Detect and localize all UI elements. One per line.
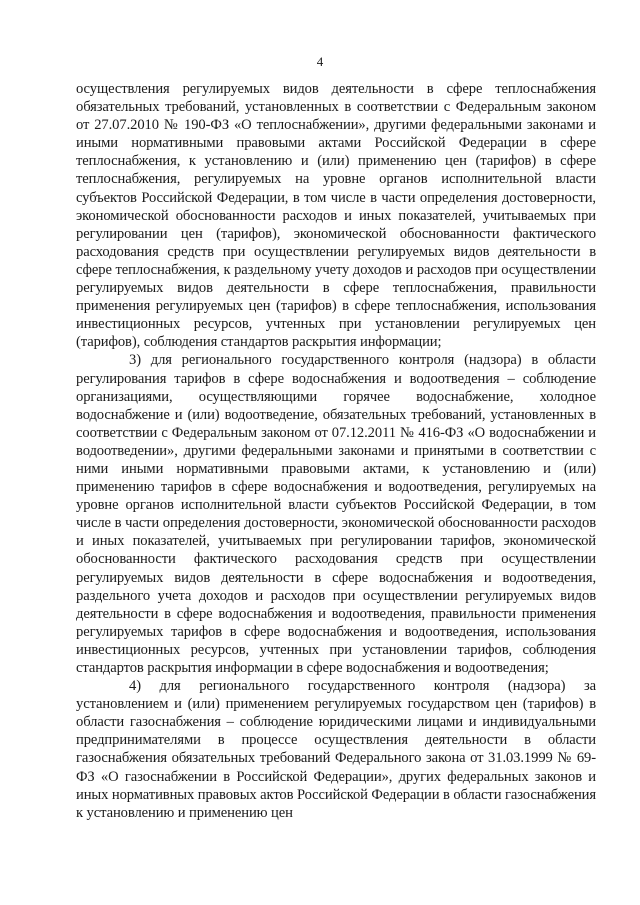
paragraph-3: 4) для регионального государственного контроля (надзора) за установлением и (или) применением регулируемых государством цен (тарифов) в области газоснабжения – соблюдение юридическими лицами и индивидуальными предпринимателями в процессе осуществления деятельности в области газоснабжения обязательных требований Федерального закона от 31.03.1999 № 69-ФЗ «О газоснабжении в Российской Федерации», других федеральных законов и иных нормативных правовых актов Российской Федерации в области газоснабжения к установлению и применению цен xyxy=(76,678,596,821)
page-number: 4 xyxy=(316,54,324,69)
document-body xyxy=(76,80,596,822)
paragraph-1: осуществления регулируемых видов деятельности в сфере теплоснабжения обязательных требований, установленных в соответствии с Федеральным законом от 27.07.2010 № 190-ФЗ «О теплоснабжении», другими федеральными законами и иными нормативными правовыми актами Российской Федерации в сфере теплоснабжения, к установлению и (или) применению цен (тарифов) в сфере теплоснабжения, регулируемых на уровне органов исполнительной власти субъектов Российской Федерации, в том числе в части определения достоверности, экономической обоснованности расходов и иных показателей, учитываемых при регулировании цен (тарифов), экономической обоснованности фактического расходования средств при осуществлении регулируемых видов деятельности в сфере теплоснабжения, к раздельному учету доходов и расходов при осуществлении регулируемых видов деятельности в сфере теплоснабжения, правильности применения регулируемых цен (тарифов) в сфере теплоснабжения, использования инвестиционных ресурсов, учтенных при установлении регулируемых цен (тарифов), соблюдения стандартов раскрытия информации; xyxy=(76,81,596,351)
paragraph-2: 3) для регионального государственного контроля (надзора) в области регулирования тарифов в сфере водоснабжения и водоотведения – соблюдение организациями, осуществляющими горячее водоснабжение, холодное водоснабжение и (или) водоотведение, обязательных требований, установленных в соответствии с Федеральным законом от 07.12.2011 № 416-ФЗ «О водоснабжении и водоотведении», другими федеральными законами и принятыми в соответствии с ними иными нормативными правовыми актами, к установлению и (или) применению тарифов в сфере водоснабжения и водоотведения, регулируемых на уровне органов исполнительной власти субъектов Российской Федерации, в том числе в части определения достоверности, экономической обоснованности расходов и иных показателей, учитываемых при регулировании тарифов, экономической обоснованности фактического расходования средств при осуществлении регулируемых видов деятельности в сфере водоснабжения и водоотведения, раздельного учета доходов и расходов при осуществлении регулируемых видов деятельности в сфере водоснабжения и водоотведения, правильности применения регулируемых тарифов в сфере водоснабжения и водоотведения, использования инвестиционных ресурсов, учтенных при установлении тарифов, соблюдения стандартов раскрытия информации в сфере водоснабжения и водоотведения; xyxy=(76,352,596,676)
